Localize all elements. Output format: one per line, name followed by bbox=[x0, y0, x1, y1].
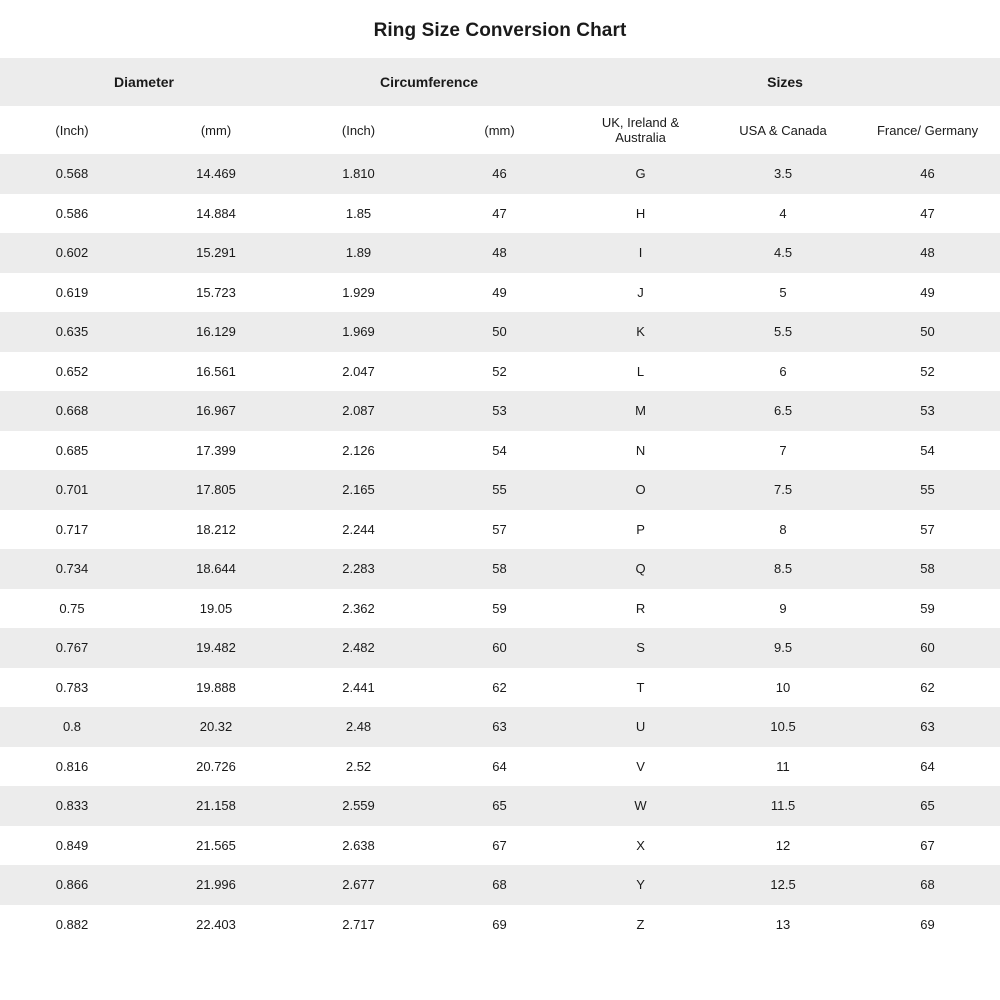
table-row bbox=[0, 352, 1000, 392]
table-cell: 0.701 bbox=[55, 482, 89, 498]
table-cell: 6.5 bbox=[773, 403, 793, 419]
table-cell: 5 bbox=[779, 284, 787, 300]
table-cell: 0.635 bbox=[55, 324, 89, 340]
table-cell: O bbox=[635, 482, 646, 498]
page-title: Ring Size Conversion Chart bbox=[373, 20, 627, 41]
table-cell: L bbox=[636, 363, 645, 379]
table-cell: 16.561 bbox=[196, 363, 236, 379]
table-cell: 0.833 bbox=[55, 798, 89, 814]
table-cell: 4 bbox=[779, 205, 787, 221]
table-cell: 2.482 bbox=[342, 640, 375, 656]
table-cell: 55 bbox=[920, 482, 935, 498]
table-row bbox=[0, 747, 1000, 787]
table-cell: 0.734 bbox=[55, 561, 89, 577]
table-row bbox=[0, 786, 1000, 826]
table-row bbox=[0, 312, 1000, 352]
table-cell: 64 bbox=[920, 758, 935, 774]
table-row bbox=[0, 510, 1000, 550]
table-cell: 58 bbox=[492, 561, 507, 577]
table-cell: 49 bbox=[492, 284, 507, 300]
table-cell: 19.888 bbox=[196, 679, 236, 695]
column-header: (mm) bbox=[200, 122, 232, 138]
table-cell: 4.5 bbox=[773, 245, 793, 261]
column-header: (Inch) bbox=[55, 122, 89, 138]
table-cell: 10 bbox=[775, 679, 791, 695]
table-cell: 6 bbox=[779, 363, 787, 379]
table-cell: 0.849 bbox=[55, 837, 89, 853]
table-body bbox=[0, 154, 1000, 944]
table-row bbox=[0, 391, 1000, 431]
table-cell: 68 bbox=[492, 877, 507, 893]
table-cell: 10.5 bbox=[770, 719, 796, 735]
table-cell: 21.158 bbox=[196, 798, 236, 814]
table-cell: 21.996 bbox=[196, 877, 236, 893]
table-row bbox=[0, 865, 1000, 905]
table-row bbox=[0, 549, 1000, 589]
table-row bbox=[0, 589, 1000, 629]
table-cell: 60 bbox=[920, 640, 935, 656]
table-cell: 50 bbox=[920, 324, 935, 340]
table-cell: 52 bbox=[492, 363, 507, 379]
table-cell: J bbox=[637, 284, 644, 300]
group-header-row bbox=[0, 58, 1000, 106]
table-cell: T bbox=[636, 679, 645, 695]
table-cell: 68 bbox=[920, 877, 935, 893]
table-cell: 54 bbox=[492, 442, 507, 458]
table-cell: 60 bbox=[492, 640, 507, 656]
table-cell: 2.244 bbox=[342, 521, 375, 537]
table-cell: 14.469 bbox=[196, 166, 236, 182]
table-row bbox=[0, 707, 1000, 747]
table-cell: 12 bbox=[775, 837, 791, 853]
table-cell: X bbox=[636, 837, 645, 853]
table-cell: 2.165 bbox=[342, 482, 375, 498]
table-row bbox=[0, 194, 1000, 234]
table-cell: 55 bbox=[492, 482, 507, 498]
table-cell: 0.783 bbox=[55, 679, 89, 695]
table-cell: 0.717 bbox=[55, 521, 89, 537]
table-cell: P bbox=[636, 521, 645, 537]
column-header: (mm) bbox=[484, 122, 515, 138]
table-cell: 47 bbox=[492, 205, 507, 221]
table-cell: 18.212 bbox=[196, 521, 236, 537]
table-row bbox=[0, 233, 1000, 273]
table-cell: 0.652 bbox=[55, 363, 89, 379]
table-cell: 62 bbox=[492, 679, 507, 695]
table-cell: 16.129 bbox=[196, 324, 236, 340]
table-cell: 0.866 bbox=[55, 877, 89, 893]
table-cell: 11.5 bbox=[770, 798, 796, 814]
table-cell: Q bbox=[635, 561, 646, 577]
table-cell: 48 bbox=[920, 245, 935, 261]
table-cell: 20.32 bbox=[199, 719, 233, 735]
table-cell: 2.717 bbox=[342, 916, 375, 932]
table-cell: 2.638 bbox=[342, 837, 375, 853]
column-header: USA & Canada bbox=[739, 122, 827, 138]
column-header: UK, Ireland & Australia bbox=[601, 115, 680, 145]
table-cell: G bbox=[635, 166, 646, 182]
ring-size-table bbox=[0, 58, 1000, 944]
table-cell: 18.644 bbox=[196, 561, 236, 577]
table-cell: 13 bbox=[775, 916, 791, 932]
sub-header-row bbox=[0, 106, 1000, 154]
table-cell: 0.8 bbox=[62, 719, 82, 735]
table-row bbox=[0, 826, 1000, 866]
table-cell: 19.482 bbox=[196, 640, 236, 656]
table-cell: 1.89 bbox=[345, 245, 372, 261]
table-cell: U bbox=[635, 719, 646, 735]
table-cell: 8 bbox=[779, 521, 787, 537]
column-header: France/ Germany bbox=[876, 122, 979, 138]
table-cell: 69 bbox=[920, 916, 935, 932]
table-cell: V bbox=[636, 758, 645, 774]
table-cell: 67 bbox=[920, 837, 935, 853]
table-cell: 22.403 bbox=[196, 916, 236, 932]
table-cell: 2.52 bbox=[345, 758, 372, 774]
table-row bbox=[0, 431, 1000, 471]
table-cell: 15.291 bbox=[196, 245, 236, 261]
table-cell: W bbox=[634, 798, 647, 814]
table-cell: 1.929 bbox=[342, 284, 375, 300]
table-row bbox=[0, 628, 1000, 668]
table-cell: K bbox=[636, 324, 645, 340]
table-cell: 2.48 bbox=[345, 719, 372, 735]
table-cell: 0.816 bbox=[55, 758, 89, 774]
table-cell: 5.5 bbox=[773, 324, 793, 340]
table-cell: R bbox=[635, 600, 646, 616]
table-cell: 11 bbox=[776, 758, 790, 774]
table-cell: 17.399 bbox=[196, 442, 236, 458]
table-cell: Y bbox=[636, 877, 645, 893]
table-cell: I bbox=[638, 245, 643, 261]
table-cell: 0.586 bbox=[55, 205, 89, 221]
table-cell: 53 bbox=[492, 403, 507, 419]
table-cell: 12.5 bbox=[770, 877, 796, 893]
table-cell: 2.087 bbox=[342, 403, 375, 419]
table-cell: 2.047 bbox=[342, 363, 375, 379]
table-cell: 2.362 bbox=[342, 600, 375, 616]
table-cell: 47 bbox=[920, 205, 935, 221]
group-header-cell: Sizes bbox=[767, 74, 803, 90]
table-cell: 3.5 bbox=[773, 166, 793, 182]
table-cell: 16.967 bbox=[196, 403, 236, 419]
table-cell: 46 bbox=[920, 166, 935, 182]
table-cell: 17.805 bbox=[196, 482, 236, 498]
table-cell: S bbox=[636, 640, 645, 656]
table-cell: Z bbox=[636, 916, 645, 932]
table-cell: 59 bbox=[492, 600, 507, 616]
table-row bbox=[0, 668, 1000, 708]
table-cell: 19.05 bbox=[199, 600, 233, 616]
table-cell: 48 bbox=[492, 245, 507, 261]
table-cell: 1.969 bbox=[342, 324, 375, 340]
table-cell: 2.283 bbox=[342, 561, 375, 577]
table-cell: 0.568 bbox=[55, 166, 89, 182]
table-row bbox=[0, 905, 1000, 945]
table-cell: 57 bbox=[492, 521, 507, 537]
table-cell: 15.723 bbox=[196, 284, 236, 300]
table-cell: 0.685 bbox=[55, 442, 89, 458]
table-cell: 0.767 bbox=[55, 640, 89, 656]
table-cell: H bbox=[635, 205, 646, 221]
table-cell: 9 bbox=[779, 600, 787, 616]
table-cell: 0.668 bbox=[55, 403, 89, 419]
table-cell: 63 bbox=[492, 719, 507, 735]
table-cell: 46 bbox=[492, 166, 507, 182]
group-header-cell: Diameter bbox=[114, 74, 174, 90]
table-cell: 1.810 bbox=[342, 166, 375, 182]
table-cell: 54 bbox=[920, 442, 935, 458]
table-cell: M bbox=[635, 403, 646, 419]
table-cell: 63 bbox=[920, 719, 935, 735]
table-cell: 53 bbox=[920, 403, 935, 419]
table-cell: 1.85 bbox=[345, 205, 372, 221]
table-cell: 52 bbox=[920, 363, 935, 379]
table-cell: 2.677 bbox=[342, 877, 375, 893]
table-row bbox=[0, 154, 1000, 194]
table-cell: 0.75 bbox=[59, 600, 85, 616]
table-cell: 2.559 bbox=[342, 798, 375, 814]
table-cell: 7 bbox=[779, 442, 787, 458]
table-cell: 7.5 bbox=[773, 482, 793, 498]
table-cell: 65 bbox=[492, 798, 507, 814]
table-cell: 20.726 bbox=[196, 758, 236, 774]
table-cell: 8.5 bbox=[773, 561, 793, 577]
table-cell: 21.565 bbox=[196, 837, 236, 853]
table-cell: N bbox=[635, 442, 646, 458]
table-cell: 0.619 bbox=[55, 284, 89, 300]
table-cell: 49 bbox=[920, 284, 935, 300]
table-cell: 64 bbox=[492, 758, 507, 774]
table-cell: 0.882 bbox=[55, 916, 89, 932]
table-cell: 59 bbox=[920, 600, 935, 616]
table-cell: 65 bbox=[920, 798, 935, 814]
table-cell: 9.5 bbox=[773, 640, 793, 656]
table-cell: 67 bbox=[492, 837, 507, 853]
table-cell: 69 bbox=[492, 916, 507, 932]
table-header bbox=[0, 58, 1000, 154]
group-header-cell: Circumference bbox=[380, 74, 479, 90]
table-cell: 57 bbox=[920, 521, 935, 537]
table-cell: 14.884 bbox=[196, 205, 236, 221]
table-cell: 62 bbox=[920, 679, 935, 695]
table-cell: 58 bbox=[920, 561, 935, 577]
table-row bbox=[0, 470, 1000, 510]
table-cell: 0.602 bbox=[55, 245, 89, 261]
column-header: (Inch) bbox=[341, 122, 376, 138]
table-cell: 50 bbox=[492, 324, 507, 340]
table-row bbox=[0, 273, 1000, 313]
table-cell: 2.126 bbox=[342, 442, 375, 458]
table-cell: 2.441 bbox=[342, 679, 375, 695]
